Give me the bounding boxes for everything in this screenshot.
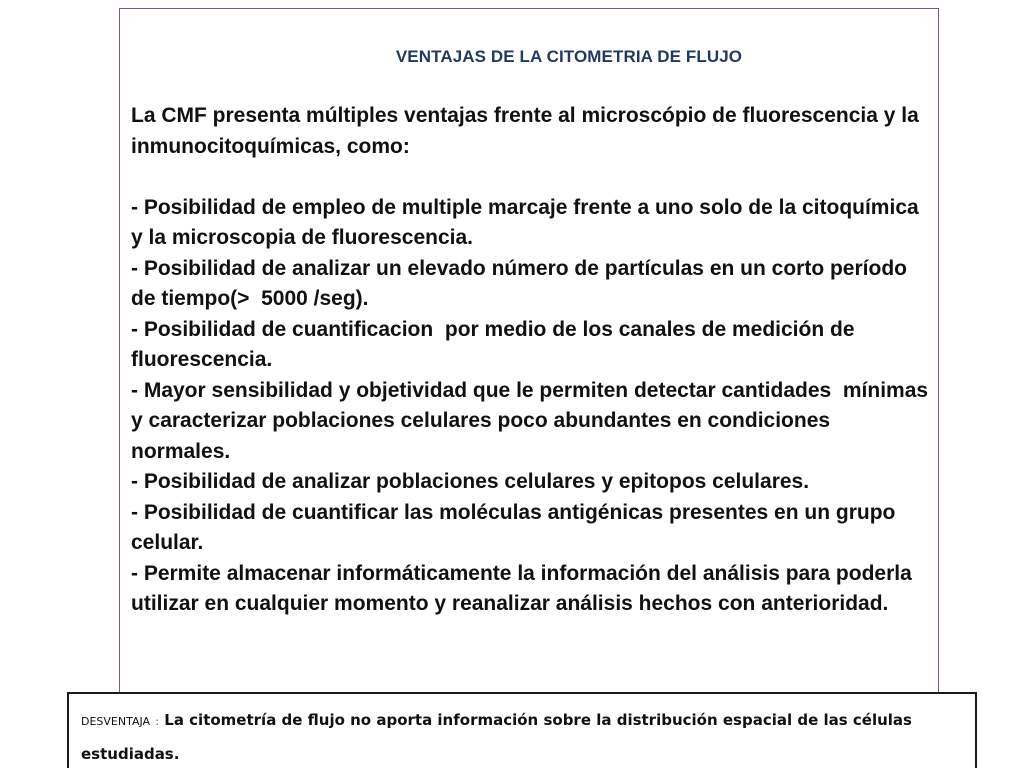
advantage-item: - Posibilidad de analizar poblaciones celulares y epitopos celulares. [131, 470, 810, 493]
disadvantage-text: La citometría de flujo no aporta información sobre la distribución espacial de las células estudiadas. [81, 711, 912, 763]
advantage-item: - Mayor sensibilidad y objetividad que le permiten detectar cantidades mínimas y caracterizar poblaciones celulares poco abundantes en condiciones normales. [131, 378, 940, 463]
slide-title: VENTAJAS DE LA CITOMETRIA DE FLUJO [395, 47, 743, 66]
disadvantage-text-block [81, 704, 961, 768]
disadvantage-label: DESVENTAJA [81, 715, 151, 728]
advantage-item: - Posibilidad de empleo de multiple marcaje frente a uno solo de la citoquímica y la microscopia de fluorescencia. [131, 195, 925, 249]
disadvantage-box [67, 692, 977, 768]
advantage-item: - Permite almacenar informáticamente la información del análisis para poderla utilizar en cualquier momento y reanalizar análisis hechos con anterioridad. [131, 561, 918, 615]
body-text [131, 101, 940, 620]
advantage-item: - Posibilidad de cuantificar las moléculas antigénicas presentes en un grupo celular. [131, 500, 902, 554]
advantage-item: - Posibilidad de analizar un elevado número de partículas en un corto período de tiempo(> 5000 /seg). [131, 256, 913, 310]
main-content-box [119, 8, 939, 708]
intro-paragraph: La CMF presenta múltiples ventajas frente al microscópio de fluorescencia y la inmunocitoquímicas, como: [131, 104, 925, 158]
advantage-item: - Posibilidad de cuantificacion por medio de los canales de medición de fluorescencia. [131, 317, 867, 371]
disadvantage-separator: : [155, 715, 160, 728]
